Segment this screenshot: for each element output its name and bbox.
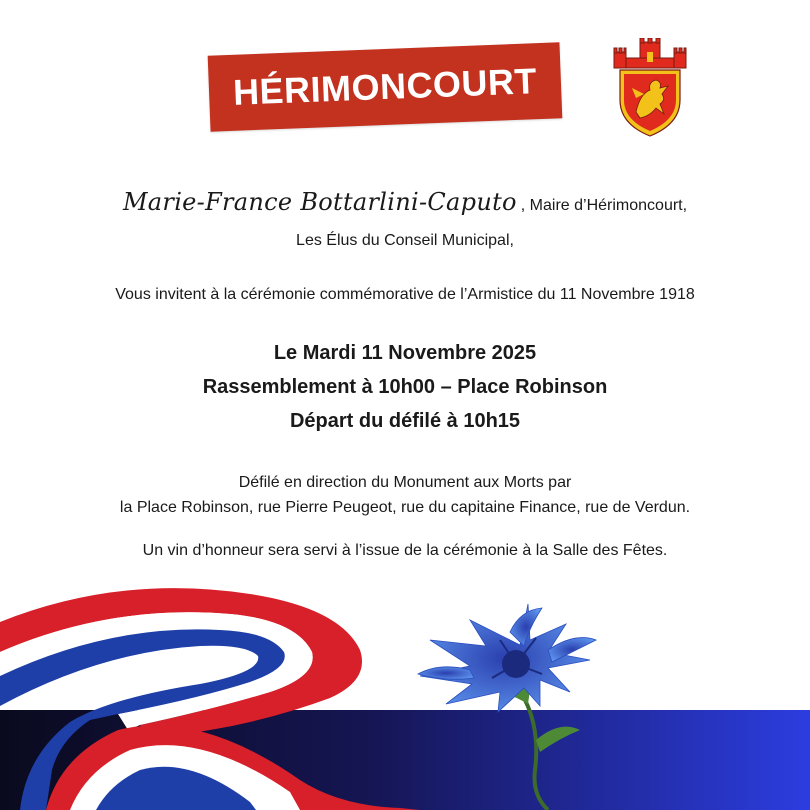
bottom-decoration (0, 580, 810, 810)
route-line-2: la Place Robinson, rue Pierre Peugeot, rue du capitaine Finance, rue de Verdun. (119, 499, 691, 516)
reception-text: Un vin d’honneur sera servi à l’issue de la cérémonie à la Salle des Fêtes. (142, 542, 668, 559)
mayor-title: , Maire d’Hérimoncourt, (520, 197, 688, 214)
town-coat-of-arms-icon (610, 38, 690, 138)
town-name-banner (208, 42, 563, 131)
council-line: Les Élus du Conseil Municipal, (296, 232, 514, 249)
mayor-name: Marie-France Bottarlini-Caputo (122, 188, 517, 216)
mayor-line (0, 188, 810, 216)
departure-time: Départ du défilé à 10h15 (289, 410, 521, 432)
invitation-text: Vous invitent à la cérémonie commémorative de l’Armistice du 11 Novembre 1918 (115, 286, 695, 303)
route-line-1: Défilé en direction du Monument aux Morts par (238, 474, 572, 491)
town-name: HÉRIMONCOURT (232, 60, 538, 113)
event-date: Le Mardi 11 Novembre 2025 (273, 342, 537, 364)
gathering-time: Rassemblement à 10h00 – Place Robinson (202, 376, 608, 398)
